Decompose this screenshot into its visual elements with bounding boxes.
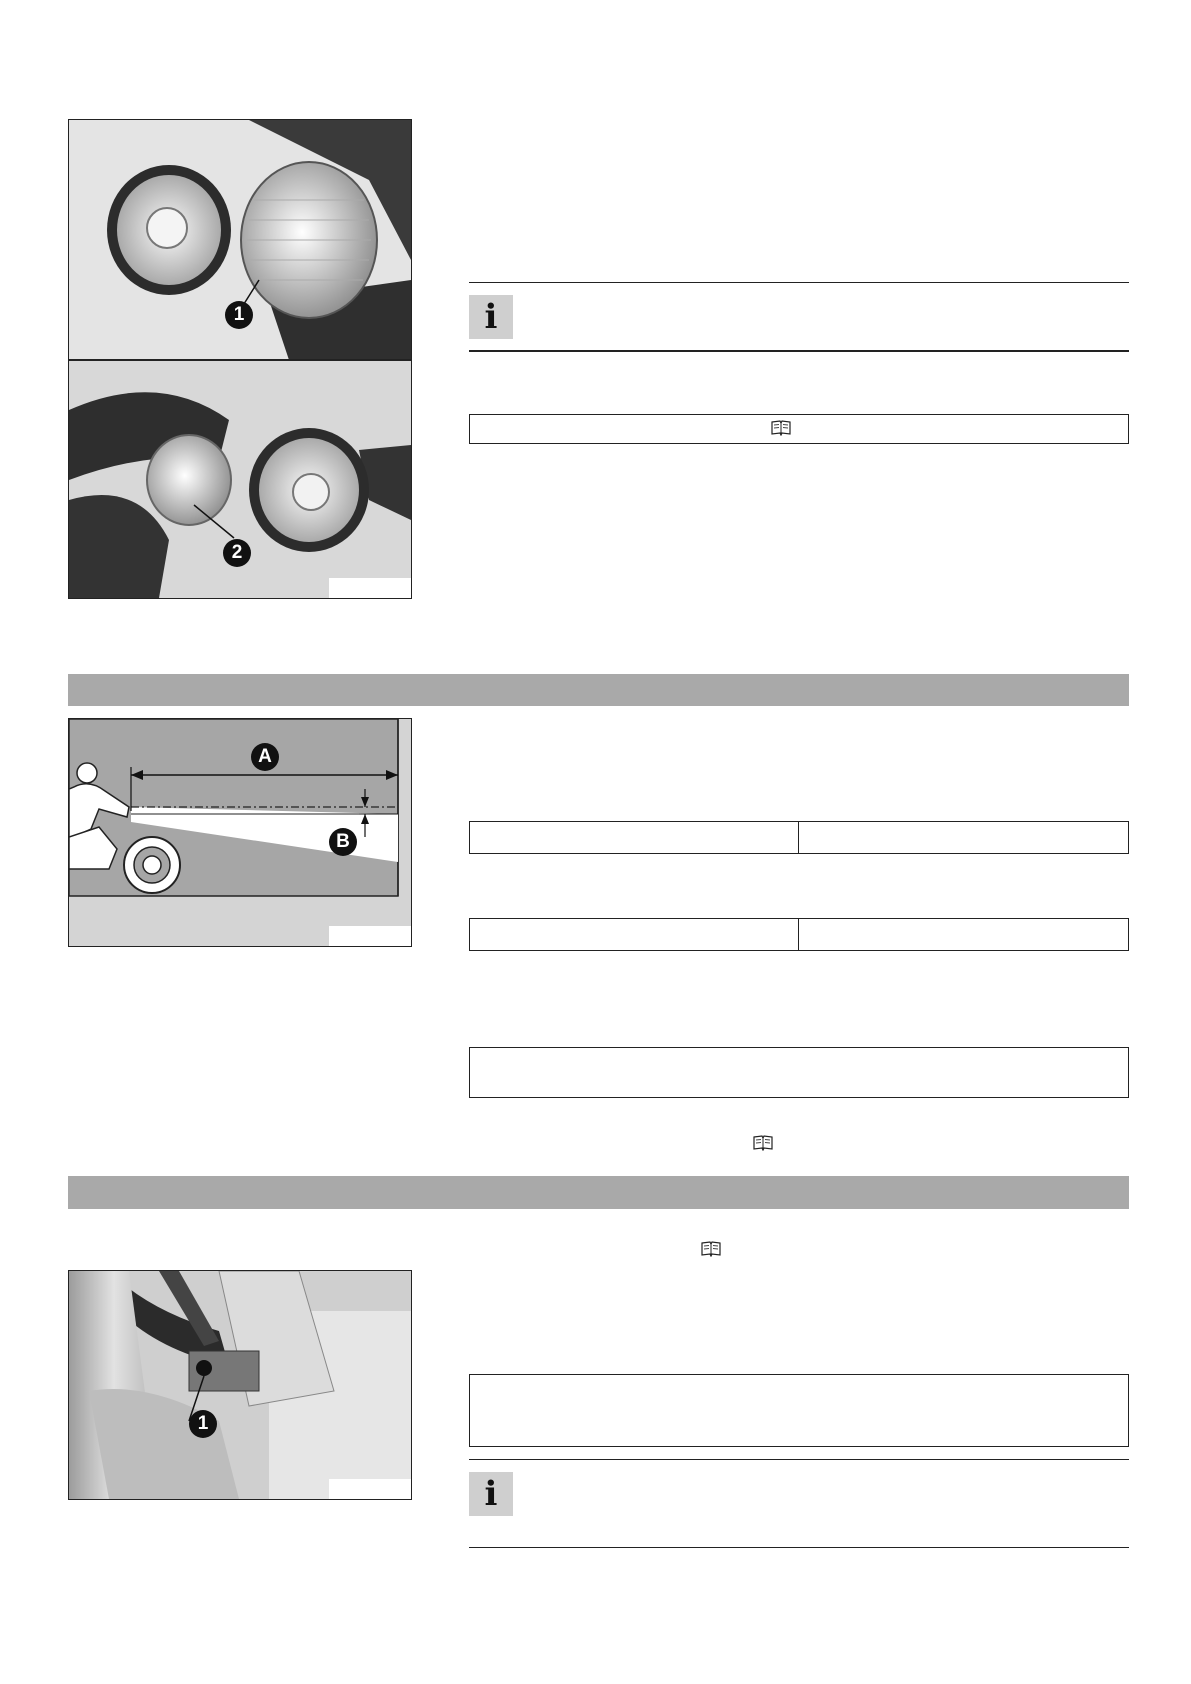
figure-id-plate	[329, 578, 411, 598]
callout-a: A	[251, 743, 279, 771]
section-header-bar	[68, 1176, 1129, 1209]
callout-2: 2	[223, 539, 251, 567]
callout-1: 1	[225, 301, 253, 329]
headlight-range-diagram	[68, 718, 412, 947]
spec-cell-value	[798, 918, 1129, 951]
info-rule-top	[469, 1459, 1129, 1460]
headlight-adjust-photo-image	[69, 1271, 411, 1499]
info-rule-bottom	[469, 350, 1129, 352]
figure-id-plate	[329, 926, 411, 946]
info-rule-top	[469, 282, 1129, 283]
headlight-adjust-photo	[68, 1270, 412, 1500]
callout-1: 1	[189, 1410, 217, 1438]
info-rule-bottom	[469, 1547, 1129, 1548]
book-icon[interactable]	[700, 1240, 722, 1258]
info-icon: i	[469, 295, 513, 339]
spec-cell-value	[798, 821, 1129, 854]
note-box	[469, 1374, 1129, 1447]
book-icon[interactable]	[752, 1134, 774, 1152]
section-header-bar	[68, 674, 1129, 706]
spec-cell-label	[469, 821, 800, 854]
turn-signal-photo-image	[69, 120, 411, 598]
manual-reference-box	[469, 414, 1129, 444]
note-box	[469, 1047, 1129, 1098]
callout-b: B	[329, 828, 357, 856]
figure-id-plate	[329, 1479, 411, 1499]
book-icon[interactable]	[770, 419, 792, 437]
info-icon: i	[469, 1472, 513, 1516]
headlight-range-diagram-image	[69, 719, 411, 946]
turn-signal-photo	[68, 119, 412, 599]
spec-cell-label	[469, 918, 800, 951]
